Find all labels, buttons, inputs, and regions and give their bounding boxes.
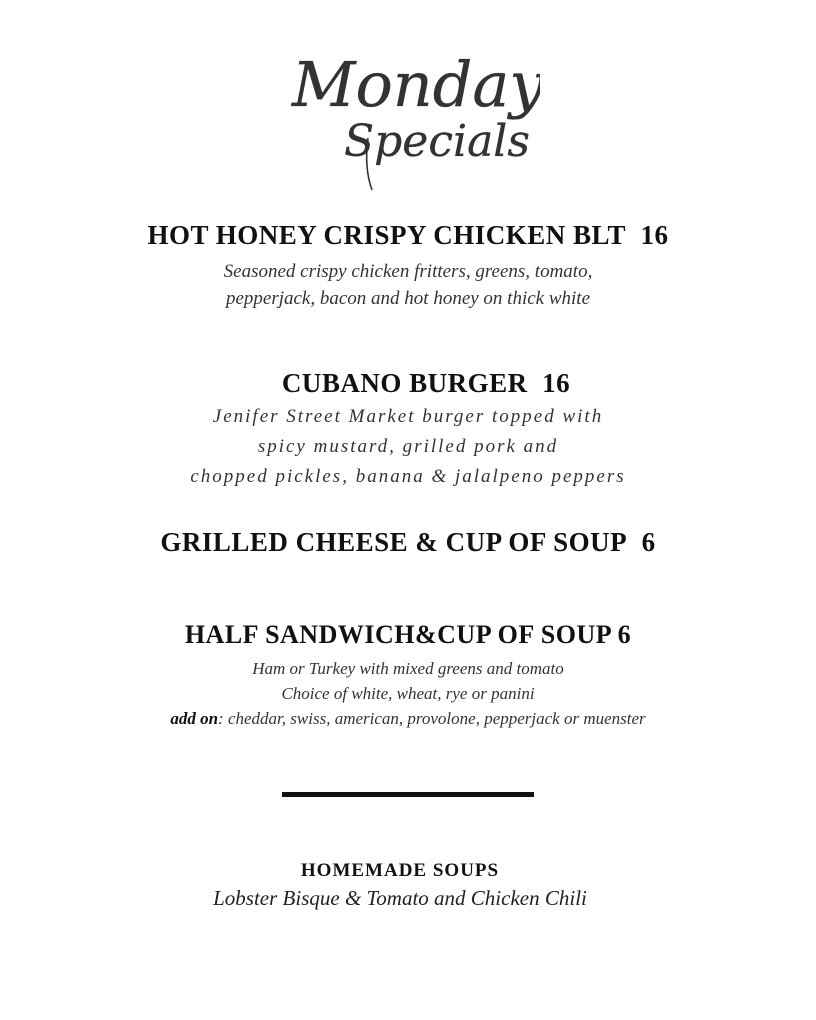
item-name: CUBANO BURGER xyxy=(281,368,528,398)
item-name: HALF SANDWICH&CUP OF SOUP 6 xyxy=(184,620,632,649)
item-name: GRILLED CHEESE & CUP OF SOUP xyxy=(160,527,628,557)
description-line: Ham or Turkey with mixed greens and tomato xyxy=(252,659,564,678)
item-price: 16 xyxy=(640,220,669,250)
item-hot-honey-description xyxy=(0,258,816,312)
script-title-line1: Monday xyxy=(292,48,540,121)
description-line: pepperjack, bacon and hot honey on thick white xyxy=(225,288,591,309)
description-line: Jenifer Street Market burger topped with xyxy=(212,406,604,427)
add-on-label: add on xyxy=(170,709,219,728)
script-title-artwork xyxy=(280,28,540,198)
item-name: HOT HONEY CRISPY CHICKEN BLT xyxy=(147,220,627,250)
description-line: chopped pickles, banana & jalalpeno peppers xyxy=(190,466,626,487)
item-hot-honey-title xyxy=(0,220,816,251)
monday-specials-script-logo xyxy=(280,28,540,198)
homemade-soups-description: Lobster Bisque & Tomato and Chicken Chili xyxy=(213,886,587,910)
homemade-soups-title: HOMEMADE SOUPS xyxy=(300,860,500,881)
add-on-line xyxy=(0,706,816,731)
item-cubano-title xyxy=(18,368,816,399)
item-price: 6 xyxy=(641,527,656,557)
item-half-sandwich-title xyxy=(0,620,816,650)
item-cubano-description xyxy=(0,402,816,492)
script-title-line2: Specials xyxy=(344,116,530,167)
item-grilled-cheese-title xyxy=(0,527,816,558)
add-on-text: : cheddar, swiss, american, provolone, pepperjack or muenster xyxy=(218,709,646,728)
item-half-sandwich-description xyxy=(0,656,816,731)
description-line: spicy mustard, grilled pork and xyxy=(257,436,559,457)
item-price: 16 xyxy=(542,368,571,398)
description-line: Seasoned crispy chicken fritters, greens, tomato, xyxy=(223,261,593,282)
description-line: Choice of white, wheat, rye or panini xyxy=(281,684,535,703)
section-divider xyxy=(282,792,534,797)
